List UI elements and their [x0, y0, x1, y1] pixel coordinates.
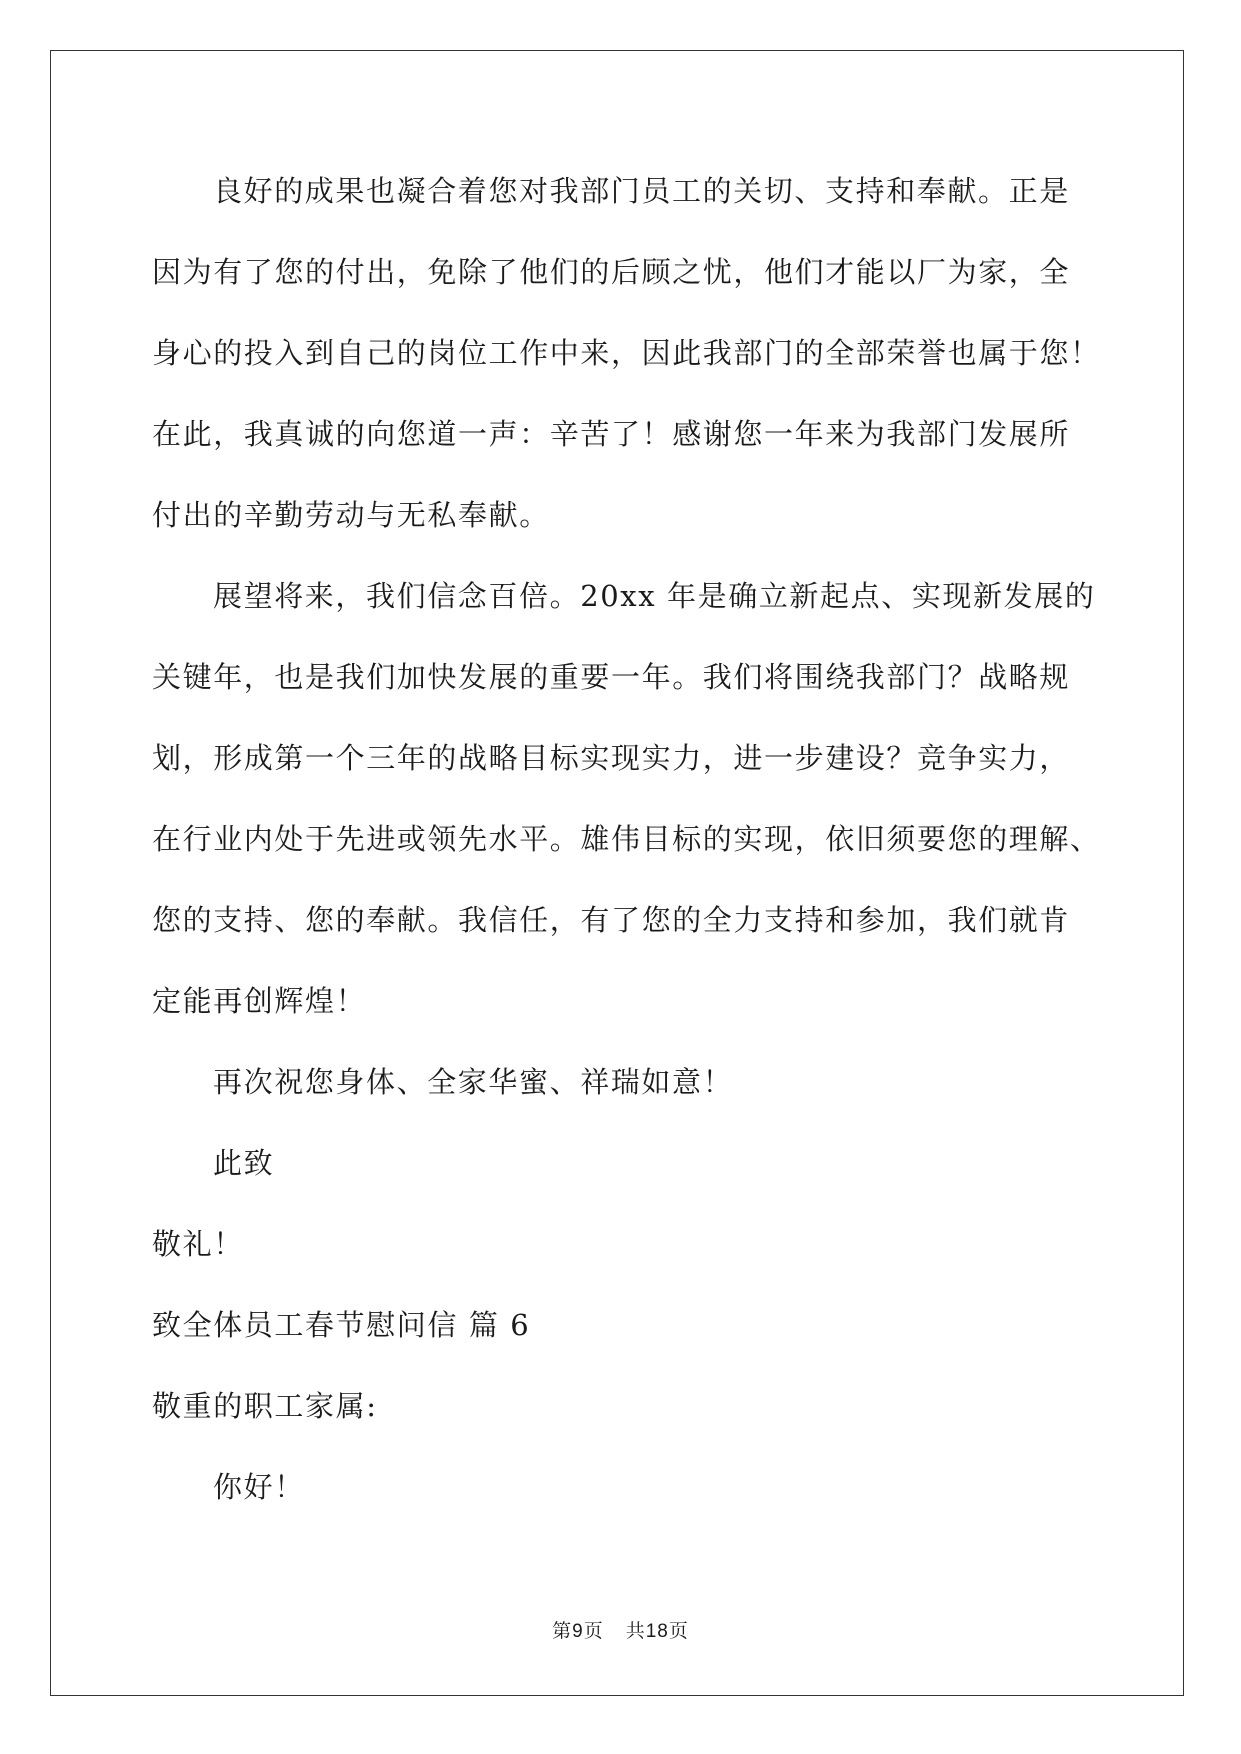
page-prefix: 第 [552, 1620, 573, 1642]
page-number: 9 [572, 1621, 584, 1642]
text-line: 在行业内处于先进或领先水平。雄伟目标的实现，依旧须要您的理解、 [152, 822, 1101, 856]
page-suffix: 页 [583, 1620, 604, 1642]
total-suffix: 页 [668, 1620, 689, 1642]
page-footer [0, 1616, 1241, 1643]
document-body [152, 166, 1112, 1543]
letter-greeting-recipient: 敬重的职工家属: [152, 1389, 378, 1423]
text-line: 展望将来，我们信念百倍。20xx 年是确立新起点、实现新发展的 [213, 579, 1096, 613]
text-line: 付出的辛勤劳动与无私奉献。 [152, 498, 550, 532]
text-line: 良好的成果也凝合着您对我部门员工的关切、支持和奉献。正是 [213, 174, 1070, 208]
total-prefix: 共 [625, 1620, 646, 1642]
text-line: 身心的投入到自己的岗位工作中来，因此我部门的全部荣誉也属于您！ [152, 336, 1101, 370]
letter-greeting: 你好！ [213, 1470, 305, 1504]
text-line: 您的支持、您的奉献。我信任，有了您的全力支持和参加，我们就肯 [152, 903, 1071, 937]
text-line: 关键年，也是我们加快发展的重要一年。我们将围绕我部门？战略规 [152, 660, 1071, 694]
total-pages: 18 [645, 1621, 669, 1642]
salutation-ci-zhi: 此致 [213, 1146, 275, 1180]
text-line: 划，形成第一个三年的战略目标实现实力，进一步建设？竞争实力， [152, 741, 1071, 775]
section-title: 致全体员工春节慰问信 篇 6 [152, 1308, 531, 1342]
text-line: 在此，我真诚的向您道一声：辛苦了！感谢您一年来为我部门发展所 [152, 417, 1071, 451]
closing-wish: 再次祝您身体、全家华蜜、祥瑞如意！ [213, 1065, 734, 1099]
salutation-jing-li: 敬礼！ [152, 1227, 244, 1261]
text-line: 定能再创辉煌！ [152, 984, 367, 1018]
text-line: 因为有了您的付出，免除了他们的后顾之忧，他们才能以厂为家，全 [152, 255, 1071, 289]
